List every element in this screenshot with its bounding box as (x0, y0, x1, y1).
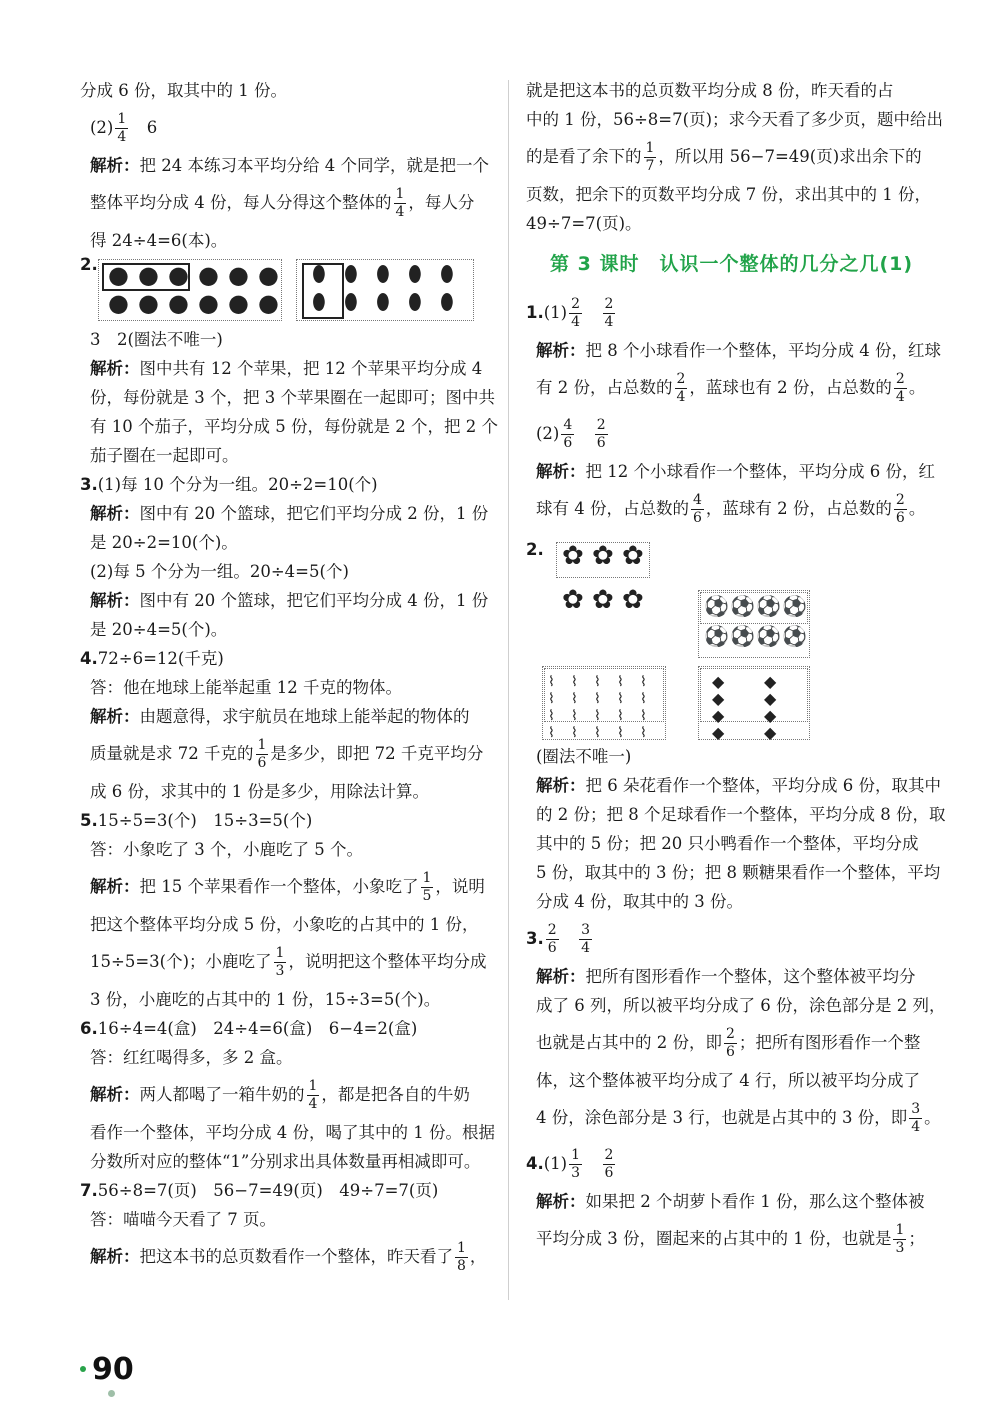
apple-icon: ● (138, 261, 159, 289)
duck-icon: ⌇ (548, 708, 555, 724)
answer-line: 3 2(圈法不唯一) (90, 330, 223, 349)
candy-icon: ◆ (712, 706, 725, 725)
ball-icon: ⚽ (704, 594, 729, 618)
column-divider (508, 80, 509, 1300)
duck-icon: ⌇ (571, 674, 578, 690)
apple-icon: ● (168, 289, 189, 317)
duck-icon: ⌇ (594, 691, 601, 707)
q2-figure (80, 255, 492, 325)
ball-icon: ⚽ (756, 624, 781, 648)
question-4: 4.72÷6=12(千克) (80, 649, 224, 668)
question-number: 2. (526, 540, 544, 559)
question-7: 7.56÷8=7(页) 56−7=49(页) 49÷7=7(页) (80, 1181, 439, 1200)
q2-right-figure (526, 532, 936, 742)
eggplant-icon: ⬮ (440, 290, 454, 315)
ball-icon: ⚽ (756, 594, 781, 618)
apple-icon: ● (228, 261, 249, 289)
duck-icon: ⌇ (571, 708, 578, 724)
duck-icon: ⌇ (594, 674, 601, 690)
question-1: 1.(1) $\frac{2}{4}$ $\frac{2}{4}$ (526, 296, 614, 330)
decoration-dot (108, 1390, 115, 1397)
explanation-line: 有 10 个茄子，平均分成 5 份，每份就是 2 个，把 2 个 (90, 417, 498, 436)
question-3: 3. $\frac{2}{6}$ $\frac{3}{4}$ (526, 922, 591, 956)
duck-icon: ⌇ (640, 674, 647, 690)
eggplant-icon: ⬮ (312, 262, 326, 287)
text-line: 分成 6 份，取其中的 1 份。 (80, 81, 287, 100)
duck-icon: ⌇ (617, 708, 624, 724)
explanation-line: 份，每份就是 3 个，把 3 个苹果圈在一起即可；图中共 (90, 388, 495, 407)
eggplant-icon: ⬮ (440, 262, 454, 287)
right-column: 就是把这本书的总页数平均分成 8 份，昨天看的占 中的 1 份，56÷8=7(页)；求今天看了多少页，题中给出 的是看了余下的 $\frac{1}{7}$ ，所以用 56−7=49(页)求出余下的 页数，把余下的页数平均分成 7 份，求出其中的 1 份， 49÷7=7(页)。 第 3 课时 认识一个整体的几分之几(1) 1.(1) $\frac{2}{4}$ $\frac{2}{4}$ 解析：把 8 个小球看作一个整体，平均分成 4 份，红球 有 2 份，占总数的 $\frac{2}{4}$ ，蓝球也有 2 份，占总数的 $\frac{2}{4}$ 。 (2) $\frac{4}{6}$ $\frac{2}{6}$ 解析：把 12 个小球看作一个整体，平均分成 6 份，红 球有 4 份，占总数的 $\frac{4}{6}$ ，蓝球有 2 份，占总数的 $\frac{2}{6}$ 。 2. ✿ ✿ ✿ ✿ ✿ ✿ ⚽ ⚽ ⚽ ⚽ ⚽ ⚽ ⚽ ⚽ ⌇ ⌇ ⌇ ⌇ ⌇ ⌇ ⌇ ⌇ ⌇ ⌇ ⌇ ⌇ ⌇ ⌇ ⌇ ⌇ ⌇ ⌇ ⌇ ⌇ ◆ ◆ ◆ ◆ ◆ ◆ ◆ ◆ (圈法不唯一) 解析：把 6 朵花看作一个整体，平均分成 6 份，取其中 的 2 份；把 8 个足球看作一个整体，平均分成 8 份，取 其中的 5 份；把 20 只小鸭看作一个整体，平均分成 5 份，取其中的 3 份；把 8 颗糖果看作一个整体，平均 分成 4 份，取其中的 3 份。 3. $\frac{2}{6}$ $\frac{3}{4}$ 解析：把所有图形看作一个整体，这个整体被平均分 成了 6 列，所以被平均分成了 6 份，涂色部分是 2 列， 也就是占其中的 2 份，即 $\frac{2}{6}$ ；把所有图形看作一个整 体，这个整体被平均分成了 4 行，所以被平均分成了 4 份，涂色部分是 3 行，也就是占其中的 3 份，即 $\frac{3}{4}$ 。 4.(1) $\frac{1}{3}$ $\frac{2}{6}$ 解析：如果把 2 个胡萝卜看作 1 份，那么这个整体被 平均分成 3 份，圈起来的占其中的 1 份，也就是 $\frac{1}{3}$ ； (526, 81, 946, 1256)
eggplant-icon: ⬮ (376, 290, 390, 315)
duck-icon: ⌇ (548, 691, 555, 707)
decoration-dot (80, 1366, 86, 1372)
eggplant-icon: ⬮ (312, 290, 326, 315)
question-6: 6.16÷4=4(盒) 24÷4=6(盒) 6−4=2(盒) (80, 1019, 418, 1038)
explanation-line: 茄子圈在一起即可。 (90, 446, 239, 465)
flower-icon: ✿ (592, 541, 614, 571)
duck-icon: ⌇ (548, 725, 555, 741)
apple-icon: ● (108, 261, 129, 289)
candy-icon: ◆ (712, 689, 725, 708)
duck-icon: ⌇ (640, 725, 647, 741)
page-number: 90 (92, 1352, 134, 1387)
candy-icon: ◆ (712, 672, 725, 691)
duck-icon: ⌇ (571, 691, 578, 707)
ball-icon: ⚽ (730, 594, 755, 618)
duck-icon: ⌇ (548, 674, 555, 690)
apple-icon: ● (138, 289, 159, 317)
candy-icon: ◆ (764, 672, 777, 691)
apple-icon: ● (258, 289, 279, 317)
apple-icon: ● (168, 261, 189, 289)
duck-icon: ⌇ (594, 708, 601, 724)
flower-icon: ✿ (622, 541, 644, 571)
apple-icon: ● (198, 289, 219, 317)
question-3: 3.(1)每 10 个分为一组。20÷2=10(个) (80, 475, 378, 494)
flower-icon: ✿ (592, 585, 614, 615)
section-title: 第 3 课时 认识一个整体的几分之几(1) (550, 253, 914, 275)
question-number: 2. (80, 255, 98, 274)
duck-icon: ⌇ (617, 691, 624, 707)
flower-icon: ✿ (562, 585, 584, 615)
duck-icon: ⌇ (640, 691, 647, 707)
fraction: $\frac{1}{4}$ (117, 111, 127, 145)
duck-icon: ⌇ (571, 725, 578, 741)
apple-icon: ● (108, 289, 129, 317)
flower-icon: ✿ (562, 541, 584, 571)
left-column: 分成 6 份，取其中的 1 份。 (2) $\frac{1}{4}$ 6 解析：把 24 本练习本平均分给 4 个同学，就是把一个 整体平均分成 4 份，每人分得这个整体的 $\frac{1}{4}$ ，每人分 得 24÷4=6(本)。 2. ● ● ● ● ● ● ● ● ● ● ● ● ⬮ ⬮ ⬮ ⬮ ⬮ ⬮ ⬮ ⬮ ⬮ ⬮ 3 2(圈法不唯一) 解析：图中共有 12 个苹果，把 12 个苹果平均分成 4 份，每份就是 3 个，把 3 个苹果圈在一起即可；图中共 有 10 个茄子，平均分成 5 份，每份就是 2 个，把 2 个 茄子圈在一起即可。 3.(1)每 10 个分为一组。20÷2=10(个) 解析：图中有 20 个篮球，把它们平均分成 2 份，1 份 是 20÷2=10(个)。 (2)每 5 个分为一组。20÷4=5(个) 解析：图中有 20 个篮球，把它们平均分成 4 份，1 份 是 20÷4=5(个)。 4.72÷6=12(千克) 答：他在地球上能举起重 12 千克的物体。 解析：由题意得，求宇航员在地球上能举起的物体的 质量就是求 72 千克的 $\frac{1}{6}$ 是多少，即把 72 千克平均分 成 6 份，求其中的 1 份是多少，用除法计算。 5.15÷5=3(个) 15÷3=5(个) 答：小象吃了 3 个，小鹿吃了 5 个。 解析：把 15 个苹果看作一个整体，小象吃了 $\frac{1}{5}$ ，说明 把这个整体平均分成 5 份，小象吃的占其中的 1 份， 15÷5=3(个)；小鹿吃了 $\frac{1}{3}$ ，说明把这个整体平均分成 3 份，小鹿吃的占其中的 1 份，15÷3=5(个)。 6.16÷4=4(盒) 24÷4=6(盒) 6−4=2(盒) 答：红红喝得多，多 2 盒。 解析：两人都喝了一箱牛奶的 $\frac{1}{4}$ ，都是把各自的牛奶 看作一个整体，平均分成 4 份，喝了其中的 1 份。根据 分数所对应的整体“1”分别求出具体数量再相减即可。 7.56÷8=7(页) 56−7=49(页) 49÷7=7(页) 答：喵喵今天看了 7 页。 解析：把这本书的总页数看作一个整体，昨天看了 $\frac{1}{8}$ ， (80, 76, 492, 1280)
question-5: 5.15÷5=3(个) 15÷3=5(个) (80, 811, 313, 830)
ball-icon: ⚽ (704, 624, 729, 648)
eggplant-icon: ⬮ (408, 290, 422, 315)
answer-line: (2) $\frac{1}{4}$ 6 (90, 111, 158, 145)
eggplant-icon: ⬮ (344, 290, 358, 315)
candy-icon: ◆ (764, 723, 777, 742)
flower-icon: ✿ (622, 585, 644, 615)
candy-icon: ◆ (764, 689, 777, 708)
ball-icon: ⚽ (730, 624, 755, 648)
explanation-line: 解析：把 24 本练习本平均分给 4 个同学，就是把一个 (90, 156, 489, 175)
ball-icon: ⚽ (782, 624, 807, 648)
explanation-line: 整体平均分成 4 份，每人分得这个整体的 $\frac{1}{4}$ ，每人分 (90, 186, 475, 220)
eggplant-icon: ⬮ (376, 262, 390, 287)
apple-icon: ● (258, 261, 279, 289)
candy-icon: ◆ (764, 706, 777, 725)
question-4: 4.(1) $\frac{1}{3}$ $\frac{2}{6}$ (526, 1147, 614, 1181)
duck-icon: ⌇ (640, 708, 647, 724)
duck-icon: ⌇ (594, 725, 601, 741)
duck-icon: ⌇ (617, 674, 624, 690)
explanation-line: 得 24÷4=6(本)。 (90, 231, 228, 250)
ball-icon: ⚽ (782, 594, 807, 618)
candy-icon: ◆ (712, 723, 725, 742)
eggplant-icon: ⬮ (408, 262, 422, 287)
apple-icon: ● (198, 261, 219, 289)
duck-icon: ⌇ (617, 725, 624, 741)
eggplant-icon: ⬮ (344, 262, 358, 287)
apple-icon: ● (228, 289, 249, 317)
